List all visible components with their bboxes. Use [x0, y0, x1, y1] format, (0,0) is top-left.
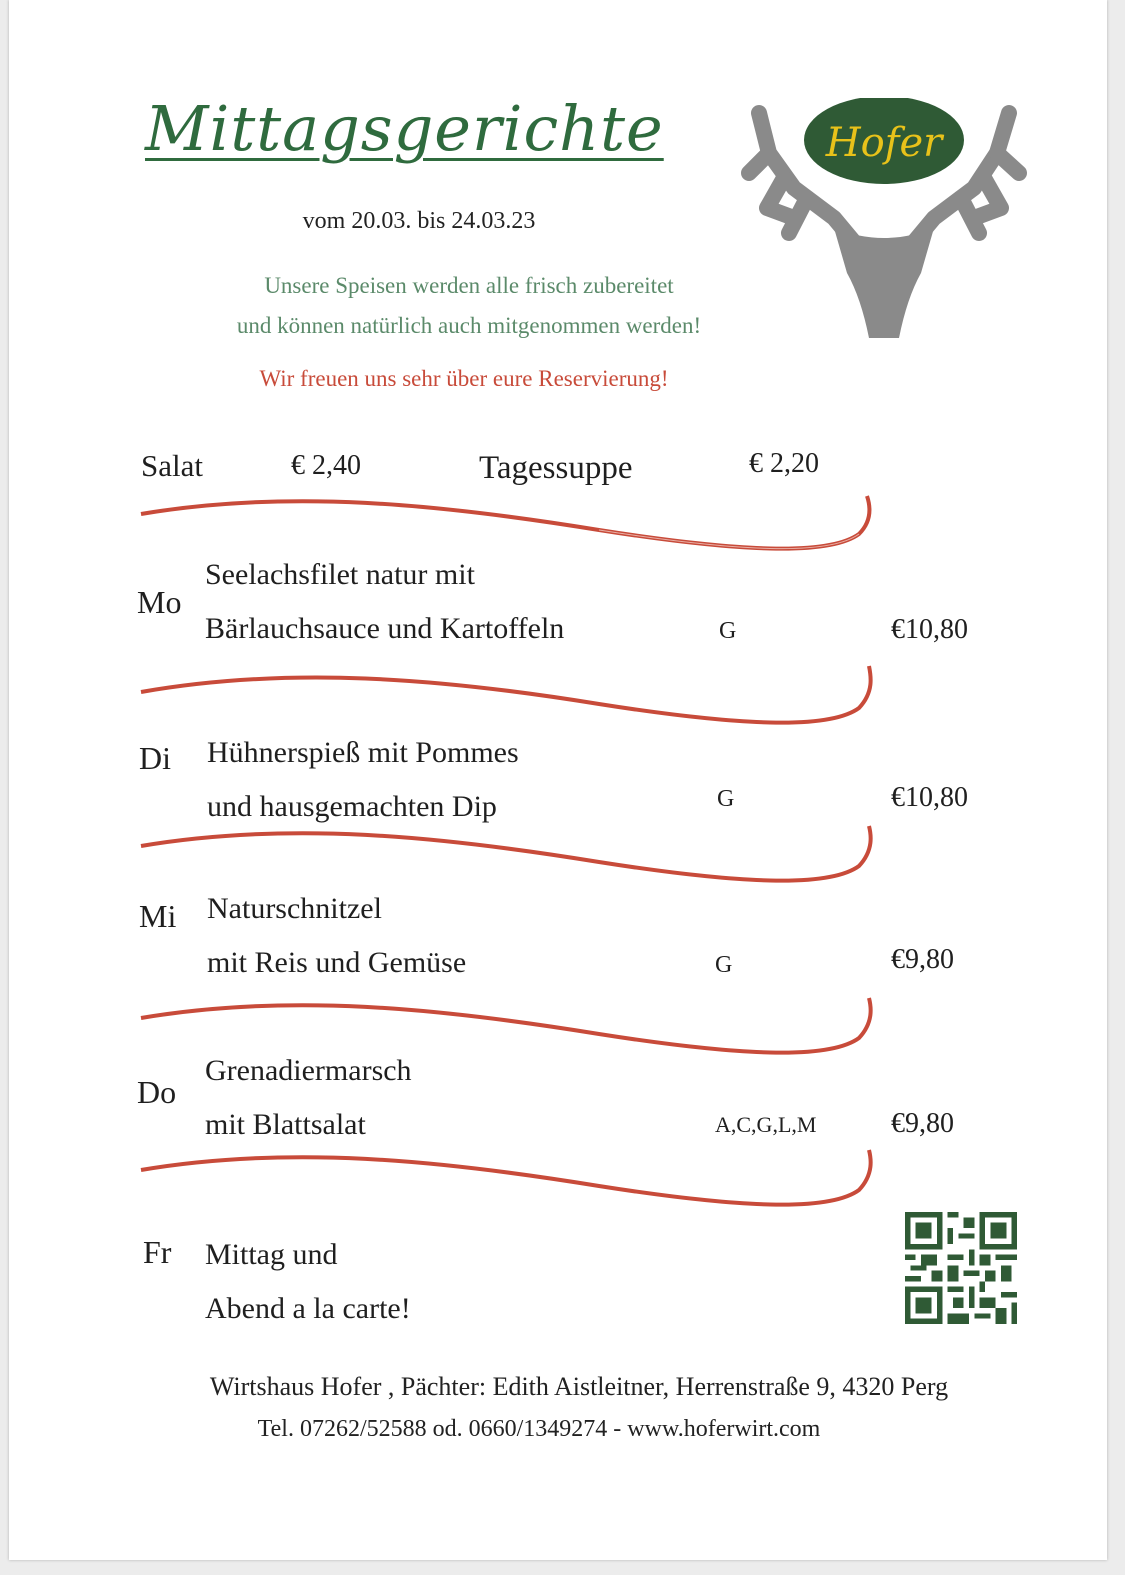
allergens-di: G — [717, 786, 735, 812]
hofer-stag-logo — [739, 98, 1029, 348]
page-title: Mittagsgerichte — [145, 92, 664, 165]
allergens-mo: G — [719, 618, 737, 644]
reservation-note: Wir freuen uns sehr über eure Reservierung! — [259, 366, 669, 391]
intro-text — [159, 266, 779, 346]
footer-contact: Tel. 07262/52588 od. 0660/1349274 - www.hoferwirt.com — [257, 1416, 821, 1442]
dish-line-2: mit Blattsalat — [205, 1108, 366, 1141]
day-label-do: Do — [137, 1074, 177, 1110]
day-label-mi: Mi — [139, 898, 177, 934]
allergens-do: A,C,G,L,M — [715, 1112, 817, 1137]
soup-price: € 2,20 — [749, 448, 819, 479]
intro-line-2: und können natürlich auch mitgenommen werden! — [236, 313, 702, 338]
qr-code-icon[interactable] — [905, 1212, 1017, 1324]
dish-mo — [205, 548, 564, 656]
logo-text: Hofer — [825, 120, 943, 166]
salad-label: Salat — [141, 448, 203, 483]
dish-fr — [205, 1228, 411, 1336]
price-do: €9,80 — [891, 1108, 954, 1139]
price-mi: €9,80 — [891, 944, 954, 975]
intro-line-1: Unsere Speisen werden alle frisch zubereitet — [264, 273, 674, 298]
date-range: vom 20.03. bis 24.03.23 — [302, 208, 536, 234]
dish-line-1: Hühnerspieß mit Pommes — [207, 736, 519, 769]
dish-line-1: Grenadiermarsch — [205, 1054, 412, 1087]
day-label-fr: Fr — [143, 1234, 172, 1270]
dish-line-1: Mittag und — [205, 1238, 338, 1271]
salad-price: € 2,40 — [291, 450, 361, 481]
dish-line-1: Seelachsfilet natur mit — [205, 558, 475, 591]
divider-swash — [139, 664, 879, 734]
dish-mi — [207, 882, 466, 990]
dish-line-2: mit Reis und Gemüse — [207, 946, 467, 979]
divider-swash — [139, 1148, 879, 1218]
menu-page — [9, 0, 1107, 1560]
day-label-di: Di — [139, 740, 171, 776]
dish-do — [205, 1044, 412, 1152]
stag-head-icon — [834, 228, 934, 338]
dish-line-1: Naturschnitzel — [207, 892, 382, 925]
dish-line-2: Abend a la carte! — [205, 1292, 411, 1325]
allergens-mi: G — [715, 952, 733, 978]
price-di: €10,80 — [891, 782, 968, 813]
price-mo: €10,80 — [891, 614, 968, 645]
day-label-mo: Mo — [137, 584, 182, 620]
footer-address: Wirtshaus Hofer , Pächter: Edith Aistleitner, Herrenstraße 9, 4320 Perg — [209, 1372, 949, 1401]
dish-line-2: und hausgemachten Dip — [207, 790, 497, 823]
dish-line-2: Bärlauchsauce und Kartoffeln — [205, 612, 565, 645]
dish-di — [207, 726, 519, 834]
soup-label: Tagessuppe — [479, 450, 633, 486]
